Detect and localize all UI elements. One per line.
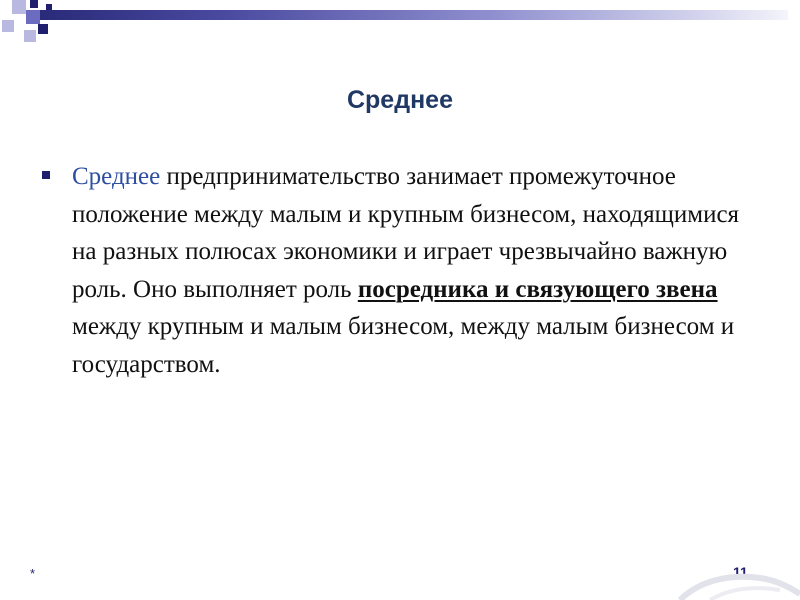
body-emphasis: посредника и связующего звена [357,275,718,303]
decor-square [30,0,38,8]
bullet-square-icon [42,171,50,179]
corner-decoration [660,560,800,600]
top-decorative-band [40,10,788,20]
slide-number: 11 [733,564,748,580]
decor-square [26,10,40,24]
decor-square [38,24,48,34]
body-lead-word: Среднее [72,163,161,190]
body-text-part-1: предпринимательство занимает промежуточное положение между малым и крупным бизнесом, находящимися на разных полюсах экономики и играет чрезвычайно важную роль. Оно выполняет роль [72,163,740,303]
decor-square [12,0,26,14]
body-text-part-2: между крупным и малым бизнесом, между малым бизнесом и государством. [72,313,735,378]
decor-square [2,20,14,32]
decorative-squares [0,0,60,50]
slide-body [72,158,762,383]
footer-date-placeholder: * [30,566,36,581]
slide-title: Среднее [346,86,453,114]
decor-square [24,30,36,42]
